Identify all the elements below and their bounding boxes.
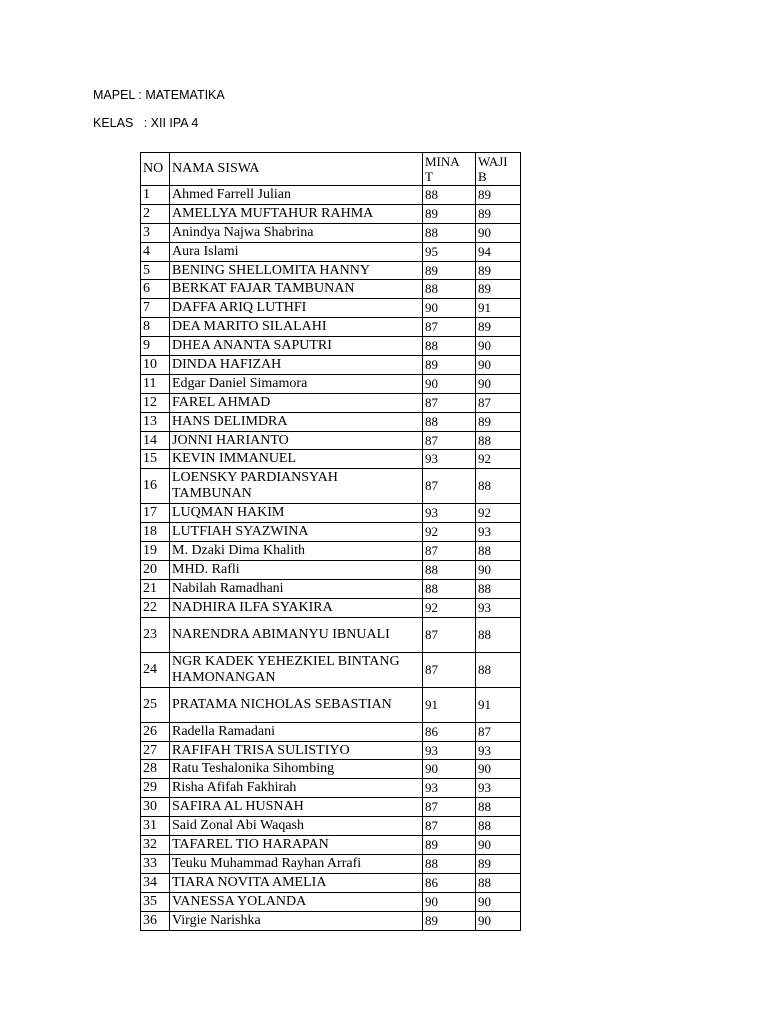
header-no: NO <box>141 153 170 186</box>
wajib-score-cell: 88 <box>476 431 521 450</box>
student-name-cell: DEA MARITO SILALAHI <box>170 318 423 337</box>
minat-score-cell: 93 <box>423 504 476 523</box>
minat-score-cell: 89 <box>423 204 476 223</box>
wajib-score-cell: 90 <box>476 337 521 356</box>
table-row <box>141 561 521 580</box>
table-row <box>141 469 521 504</box>
student-name-cell: AMELLYA MUFTAHUR RAHMA <box>170 204 423 223</box>
table-row <box>141 337 521 356</box>
minat-score-cell: 91 <box>423 687 476 722</box>
wajib-score-cell: 91 <box>476 687 521 722</box>
table-row <box>141 741 521 760</box>
row-number-cell: 11 <box>141 374 170 393</box>
row-number-cell: 26 <box>141 722 170 741</box>
student-name-cell: Edgar Daniel Simamora <box>170 374 423 393</box>
row-number-cell: 31 <box>141 817 170 836</box>
table-row <box>141 722 521 741</box>
student-name-cell: BERKAT FAJAR TAMBUNAN <box>170 280 423 299</box>
minat-score-cell: 88 <box>423 186 476 205</box>
row-number-cell: 13 <box>141 412 170 431</box>
row-number-cell: 30 <box>141 798 170 817</box>
table-row <box>141 892 521 911</box>
header-wajib-line1: WAJI <box>478 154 508 169</box>
wajib-score-cell: 90 <box>476 356 521 375</box>
class-label: KELAS : XII IPA 4 <box>93 116 199 130</box>
student-name-cell: DHEA ANANTA SAPUTRI <box>170 337 423 356</box>
minat-score-cell: 93 <box>423 779 476 798</box>
table-row <box>141 450 521 469</box>
minat-score-cell: 86 <box>423 873 476 892</box>
wajib-score-cell: 89 <box>476 261 521 280</box>
wajib-score-cell: 89 <box>476 854 521 873</box>
table-row <box>141 261 521 280</box>
row-number-cell: 27 <box>141 741 170 760</box>
wajib-score-cell: 88 <box>476 617 521 652</box>
minat-score-cell: 87 <box>423 817 476 836</box>
student-name-cell: DAFFA ARIQ LUTHFI <box>170 299 423 318</box>
header-nama-siswa: NAMA SISWA <box>170 153 423 186</box>
wajib-score-cell: 90 <box>476 561 521 580</box>
row-number-cell: 9 <box>141 337 170 356</box>
minat-score-cell: 88 <box>423 412 476 431</box>
wajib-score-cell: 91 <box>476 299 521 318</box>
student-name-cell: MHD. Rafli <box>170 561 423 580</box>
minat-score-cell: 87 <box>423 617 476 652</box>
row-number-cell: 14 <box>141 431 170 450</box>
wajib-score-cell: 88 <box>476 798 521 817</box>
wajib-score-cell: 90 <box>476 836 521 855</box>
student-name-cell: Ahmed Farrell Julian <box>170 186 423 205</box>
row-number-cell: 19 <box>141 542 170 561</box>
wajib-score-cell: 90 <box>476 223 521 242</box>
minat-score-cell: 87 <box>423 318 476 337</box>
wajib-score-cell: 89 <box>476 204 521 223</box>
table-row <box>141 617 521 652</box>
minat-score-cell: 89 <box>423 356 476 375</box>
student-name-cell: BENING SHELLOMITA HANNY <box>170 261 423 280</box>
wajib-score-cell: 88 <box>476 652 521 687</box>
wajib-score-cell: 87 <box>476 393 521 412</box>
student-name-cell: VANESSA YOLANDA <box>170 892 423 911</box>
table-row <box>141 779 521 798</box>
wajib-score-cell: 93 <box>476 741 521 760</box>
student-name-cell: FAREL AHMAD <box>170 393 423 412</box>
student-name-cell: DINDA HAFIZAH <box>170 356 423 375</box>
table-row <box>141 542 521 561</box>
header-minat-line2: T <box>425 169 433 184</box>
minat-score-cell: 93 <box>423 450 476 469</box>
row-number-cell: 21 <box>141 579 170 598</box>
row-number-cell: 28 <box>141 760 170 779</box>
student-name-cell: Ratu Teshalonika Sihombing <box>170 760 423 779</box>
student-name-cell: LUQMAN HAKIM <box>170 504 423 523</box>
student-name-cell: HANS DELIMDRA <box>170 412 423 431</box>
row-number-cell: 32 <box>141 836 170 855</box>
table-row <box>141 299 521 318</box>
table-body <box>141 186 521 931</box>
wajib-score-cell: 89 <box>476 186 521 205</box>
row-number-cell: 8 <box>141 318 170 337</box>
header-minat <box>423 153 476 186</box>
student-name-cell: LUTFIAH SYAZWINA <box>170 523 423 542</box>
row-number-cell: 7 <box>141 299 170 318</box>
wajib-score-cell: 90 <box>476 760 521 779</box>
student-name-cell: Teuku Muhammad Rayhan Arrafi <box>170 854 423 873</box>
wajib-score-cell: 93 <box>476 598 521 617</box>
minat-score-cell: 88 <box>423 223 476 242</box>
minat-score-cell: 89 <box>423 911 476 930</box>
student-name-cell: Risha Afifah Fakhirah <box>170 779 423 798</box>
wajib-score-cell: 88 <box>476 817 521 836</box>
wajib-score-cell: 88 <box>476 542 521 561</box>
minat-score-cell: 90 <box>423 760 476 779</box>
student-name-cell: PRATAMA NICHOLAS SEBASTIAN <box>170 687 423 722</box>
table-row <box>141 374 521 393</box>
row-number-cell: 5 <box>141 261 170 280</box>
table-row <box>141 760 521 779</box>
wajib-score-cell: 88 <box>476 873 521 892</box>
minat-score-cell: 89 <box>423 836 476 855</box>
student-name-cell: Said Zonal Abi Waqash <box>170 817 423 836</box>
student-name-cell: M. Dzaki Dima Khalith <box>170 542 423 561</box>
table-row <box>141 873 521 892</box>
student-name-cell: RAFIFAH TRISA SULISTIYO <box>170 741 423 760</box>
minat-score-cell: 87 <box>423 798 476 817</box>
table-row <box>141 223 521 242</box>
table-row <box>141 817 521 836</box>
minat-score-cell: 87 <box>423 542 476 561</box>
wajib-score-cell: 93 <box>476 779 521 798</box>
table-header-row <box>141 153 521 186</box>
wajib-score-cell: 90 <box>476 374 521 393</box>
wajib-score-cell: 92 <box>476 504 521 523</box>
header-minat-line1: MINA <box>425 154 460 169</box>
header-wajib <box>476 153 521 186</box>
minat-score-cell: 93 <box>423 741 476 760</box>
table-row <box>141 798 521 817</box>
table-row <box>141 242 521 261</box>
student-name-cell: LOENSKY PARDIANSYAH TAMBUNAN <box>170 469 423 504</box>
row-number-cell: 1 <box>141 186 170 205</box>
table-row <box>141 204 521 223</box>
table-row <box>141 836 521 855</box>
minat-score-cell: 86 <box>423 722 476 741</box>
row-number-cell: 24 <box>141 652 170 687</box>
student-name-cell: TIARA NOVITA AMELIA <box>170 873 423 892</box>
grades-table <box>140 152 521 931</box>
table-row <box>141 356 521 375</box>
minat-score-cell: 90 <box>423 299 476 318</box>
wajib-score-cell: 87 <box>476 722 521 741</box>
table-row <box>141 412 521 431</box>
row-number-cell: 23 <box>141 617 170 652</box>
row-number-cell: 16 <box>141 469 170 504</box>
wajib-score-cell: 92 <box>476 450 521 469</box>
row-number-cell: 29 <box>141 779 170 798</box>
row-number-cell: 10 <box>141 356 170 375</box>
row-number-cell: 20 <box>141 561 170 580</box>
table-row <box>141 854 521 873</box>
row-number-cell: 15 <box>141 450 170 469</box>
row-number-cell: 6 <box>141 280 170 299</box>
student-name-cell: JONNI HARIANTO <box>170 431 423 450</box>
minat-score-cell: 88 <box>423 561 476 580</box>
student-name-cell: NGR KADEK YEHEZKIEL BINTANG HAMONANGAN <box>170 652 423 687</box>
wajib-score-cell: 89 <box>476 318 521 337</box>
table-row <box>141 280 521 299</box>
student-name-cell: TAFAREL TIO HARAPAN <box>170 836 423 855</box>
table-row <box>141 911 521 930</box>
table-row <box>141 504 521 523</box>
minat-score-cell: 87 <box>423 652 476 687</box>
row-number-cell: 33 <box>141 854 170 873</box>
row-number-cell: 3 <box>141 223 170 242</box>
wajib-score-cell: 89 <box>476 280 521 299</box>
student-name-cell: NARENDRA ABIMANYU IBNUALI <box>170 617 423 652</box>
row-number-cell: 35 <box>141 892 170 911</box>
minat-score-cell: 88 <box>423 337 476 356</box>
minat-score-cell: 88 <box>423 579 476 598</box>
row-number-cell: 25 <box>141 687 170 722</box>
student-name-cell: Radella Ramadani <box>170 722 423 741</box>
row-number-cell: 4 <box>141 242 170 261</box>
row-number-cell: 18 <box>141 523 170 542</box>
wajib-score-cell: 88 <box>476 469 521 504</box>
student-name-cell: Virgie Narishka <box>170 911 423 930</box>
table-row <box>141 523 521 542</box>
wajib-score-cell: 90 <box>476 892 521 911</box>
minat-score-cell: 87 <box>423 431 476 450</box>
minat-score-cell: 88 <box>423 854 476 873</box>
minat-score-cell: 92 <box>423 523 476 542</box>
minat-score-cell: 88 <box>423 280 476 299</box>
row-number-cell: 22 <box>141 598 170 617</box>
row-number-cell: 17 <box>141 504 170 523</box>
table-row <box>141 431 521 450</box>
student-name-cell: Nabilah Ramadhani <box>170 579 423 598</box>
minat-score-cell: 95 <box>423 242 476 261</box>
table-row <box>141 318 521 337</box>
row-number-cell: 2 <box>141 204 170 223</box>
row-number-cell: 12 <box>141 393 170 412</box>
wajib-score-cell: 89 <box>476 412 521 431</box>
minat-score-cell: 87 <box>423 393 476 412</box>
minat-score-cell: 90 <box>423 892 476 911</box>
wajib-score-cell: 94 <box>476 242 521 261</box>
minat-score-cell: 92 <box>423 598 476 617</box>
row-number-cell: 36 <box>141 911 170 930</box>
wajib-score-cell: 93 <box>476 523 521 542</box>
minat-score-cell: 89 <box>423 261 476 280</box>
table-row <box>141 652 521 687</box>
row-number-cell: 34 <box>141 873 170 892</box>
student-name-cell: Aura Islami <box>170 242 423 261</box>
minat-score-cell: 90 <box>423 374 476 393</box>
table-row <box>141 687 521 722</box>
header-wajib-line2: B <box>478 169 487 184</box>
minat-score-cell: 87 <box>423 469 476 504</box>
wajib-score-cell: 90 <box>476 911 521 930</box>
student-name-cell: KEVIN IMMANUEL <box>170 450 423 469</box>
table-row <box>141 393 521 412</box>
table-row <box>141 579 521 598</box>
student-name-cell: NADHIRA ILFA SYAKIRA <box>170 598 423 617</box>
student-name-cell: SAFIRA AL HUSNAH <box>170 798 423 817</box>
student-name-cell: Anindya Najwa Shabrina <box>170 223 423 242</box>
table-row <box>141 186 521 205</box>
wajib-score-cell: 88 <box>476 579 521 598</box>
table-row <box>141 598 521 617</box>
subject-label: MAPEL : MATEMATIKA <box>93 88 225 102</box>
